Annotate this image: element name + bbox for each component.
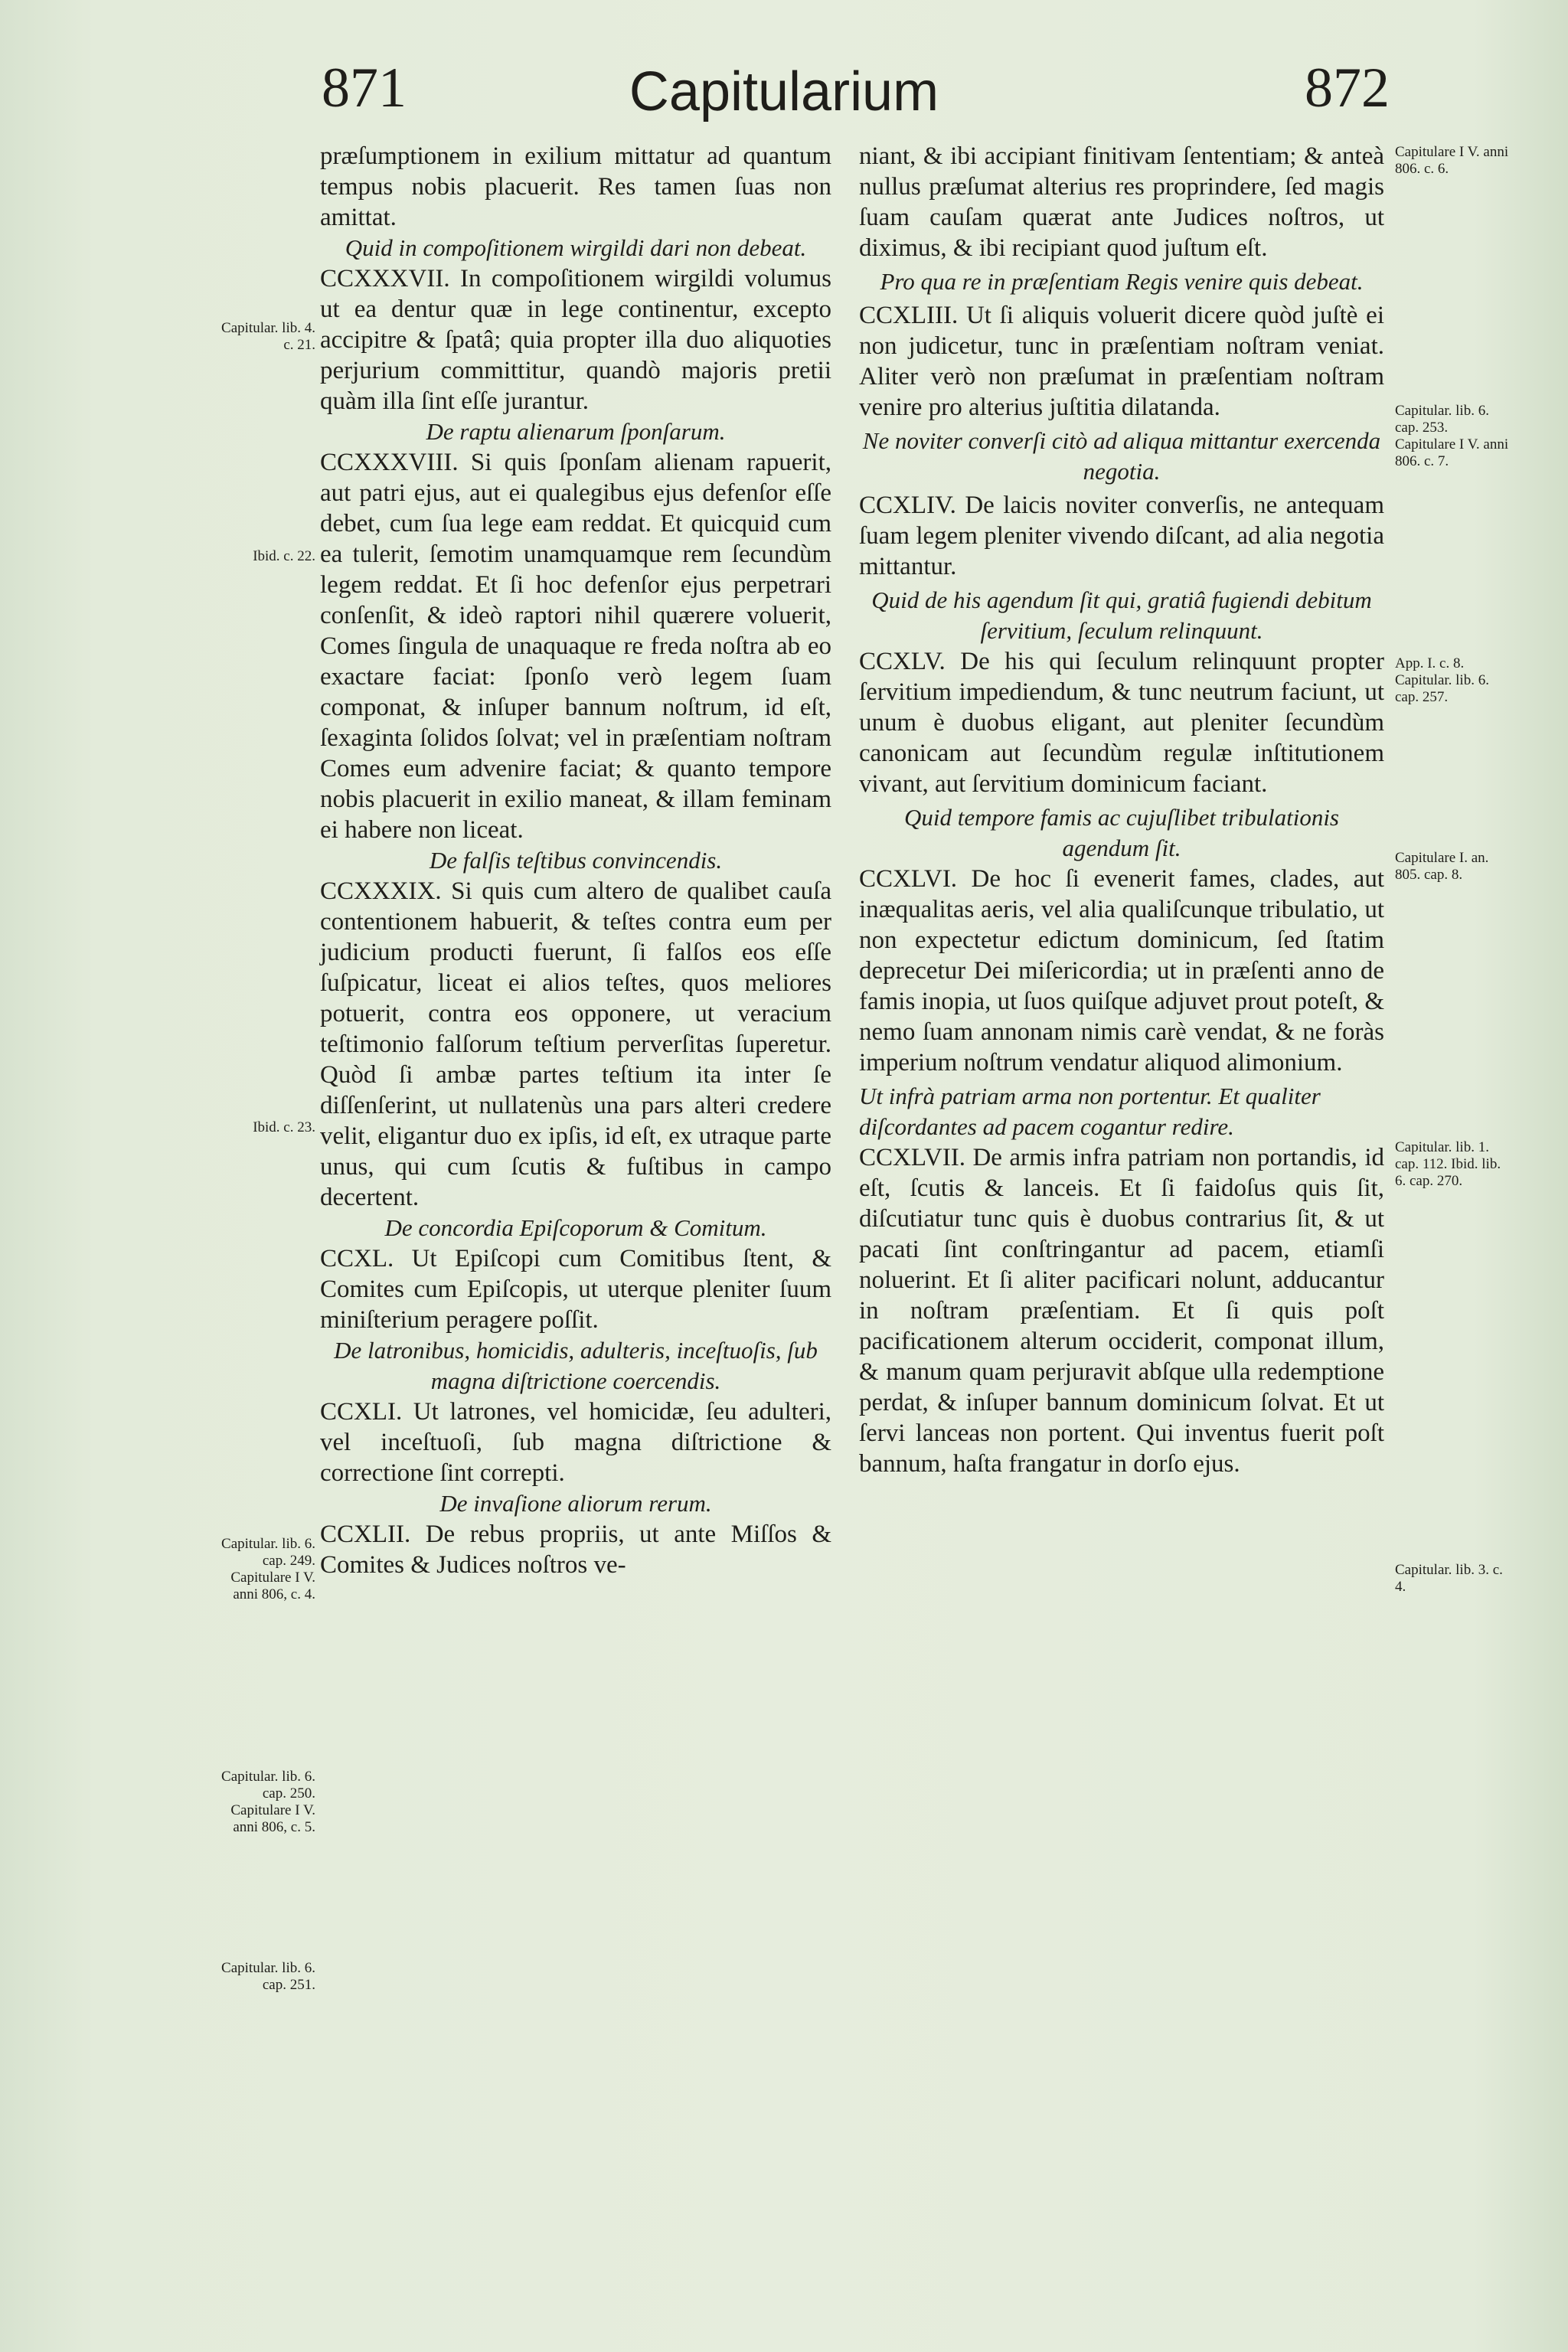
margin-note: Capitular. lib. 6. cap. 251.: [221, 1960, 315, 1993]
paragraph-intro: præſumptionem in exilium mittatur ad quantum tempus nobis placuerit. Res tamen ſuas non amittat.: [320, 142, 831, 231]
section-heading: De raptu alienarum ſponſarum.: [426, 418, 726, 445]
margin-note: Capitular. lib. 3. c. 4.: [1395, 1562, 1503, 1595]
section-heading: Quid tempore famis ac cujuſlibet tribulationis agendum ſit.: [903, 804, 1339, 861]
section-heading: Pro qua re in præſentiam Regis venire quis debeat.: [880, 268, 1364, 295]
section-heading: Quid in compoſitionem wirgildi dari non debeat.: [345, 234, 807, 261]
margin-note: App. I. c. 8. Capitular. lib. 6. cap. 257.: [1395, 655, 1489, 705]
section-heading: De latronibus, homicidis, adulteris, inceſtuoſis, ſub magna diſtrictione coercendis.: [334, 1337, 818, 1394]
paragraph-continued: niant, & ibi accipiant finitivam ſententiam; & anteà nullus præſumat alterius res proprindere, ſed magis ſuam cauſam quærat ante Judices noſtros, ut diximus, & ibi recipiant quod juſtum eſt.: [859, 142, 1384, 262]
margin-note: Capitular. lib. 6. cap. 250. Capitulare I V. anni 806, c. 5.: [221, 1769, 315, 1835]
margin-note: Capitular. lib. 4. c. 21.: [221, 320, 315, 353]
chapter-246: CCXLVI. De hoc ſi evenerit fames, clades, aut inæqualitas aeris, vel alia qualiſcunque tribulatio, ut non expectetur edictum dominicum, ſed ſtatim deprecetur Dei miſericordia; ut in præſenti anno de famis inopia, ut ſuos quiſque adjuvet prout poteſt, & nemo ſuam annonam nimis carè vendat, & ne foràs imperium noſtrum vendatur aliquod alimonium.: [859, 865, 1384, 1076]
chapter-240: CCXL. Ut Epiſcopi cum Comitibus ſtent, & Comites cum Epiſcopis, ut uterque pleniter ſuum miniſterium peragere poſſit.: [320, 1245, 831, 1334]
chapter-243: CCXLIII. Ut ſi aliquis voluerit dicere quòd juſtè ei non judicetur, tunc in præſentiam noſtram veniat. Aliter verò non præſumat in præſentiam noſtram venire pro alterius juſtitia dilatanda.: [859, 302, 1384, 421]
section-heading: De falſis teſtibus convincendis.: [429, 847, 723, 874]
margin-note: Capitulare I V. anni 806. c. 6.: [1395, 144, 1509, 177]
margin-note: Capitular. lib. 6. cap. 249. Capitulare I V. anni 806, c. 4.: [221, 1536, 315, 1602]
chapter-242: CCXLII. De rebus propriis, ut ante Miſſos & Comites & Judices noſtros ve-: [320, 1521, 831, 1579]
chapter-238: CCXXXVIII. Si quis ſponſam alienam rapuerit, aut patri ejus, aut ei qualegibus ejus defenſor eſſe debet, cum ſua lege eam reddat. Et quicquid cum ea tulerit, ſemotim unamquamque rem ſecundùm legem reddat. Et ſi hoc defenſor ejus perpetrari conſenſit, & ideò raptori nihil quærere voluerit, Comes ſingula de unaquaque re freda noſtra ab eo exactare faciat: ſponſo verò legem ſuam componat, & inſuper bannum noſtrum, id eſt, ſexaginta ſolidos ſolvat; vel in præſentiam noſtram Comes eum advenire faciat; & quanto tempore nobis placuerit in exilio maneat, & illam feminam ei habere non liceat.: [320, 449, 831, 844]
page-number-left: 871: [322, 57, 407, 119]
section-heading: De concordia Epiſcoporum & Comitum.: [384, 1214, 767, 1241]
margin-note: Capitulare I. an. 805. cap. 8.: [1395, 850, 1489, 883]
chapter-237: CCXXXVII. In compoſitionem wirgildi volumus ut ea dentur quæ in lege continentur, excepto accipitre & ſpatâ; quia propter illa duo aliquoties perjurium committitur, quandò majoris pretii quàm illa ſint eſſe jurantur.: [320, 265, 831, 415]
margin-note: Capitular. lib. 1. cap. 112. Ibid. lib. 6. cap. 270.: [1395, 1139, 1501, 1189]
chapter-244: CCXLIV. De laicis noviter converſis, ne antequam ſuam legem pleniter vivendo diſcant, ad alia negotia mittantur.: [859, 492, 1384, 580]
chapter-247: CCXLVII. De armis infra patriam non portandis, id eſt, ſcutis & lanceis. Et ſi faidoſus quis ſit, diſcutiatur tunc quis è duobus contrarius ſit, & ut pacati ſint conſtringantur ad pacem, etiamſi noluerint. Et ſi aliter pacificari nolunt, adducantur in noſtram præſentiam. Et ſi quis poſt pacificationem alterum occiderit, componat illum, & manum quam perjuravit abſque ulla redemptione perdat, & inſuper bannum dominicum ſolvat. Et ut ſervi lanceas non portent. Qui inventus fuerit poſt bannum, haſta frangatur in dorſo ejus.: [859, 1144, 1384, 1478]
section-heading: Quid de his agendum ſit qui, gratiâ fugiendi debitum ſervitium, ſeculum relinquunt.: [871, 586, 1372, 644]
chapter-241: CCXLI. Ut latrones, vel homicidæ, ſeu adulteri, vel inceſtuoſi, ſub magna diſtrictione & correctione ſint correpti.: [320, 1398, 831, 1487]
section-heading: Ne noviter converſi citò ad aliqua mittantur exercenda negotia.: [862, 427, 1381, 485]
margin-note: Ibid. c. 22.: [253, 548, 315, 564]
chapter-239: CCXXXIX. Si quis cum altero de qualibet cauſa contentionem habuerit, & teſtes contra eum per judicium producti fuerunt, ſi falſos eos eſſe ſuſpicatur, liceat ei alios teſtes, quos meliores potuerit, contra eos opponere, ut veracium teſtimonio falſorum teſtium perverſitas ſuperetur. Quòd ſi ambæ partes teſtium ita inter ſe diſſenſerint, ut nullatenùs una pars alteri credere velit, eligantur duo ex ipſis, id eſt, ex utraque parte unus, qui cum ſcutis & fuſtibus in campo decertent.: [320, 877, 831, 1211]
left-column: [320, 141, 831, 1580]
section-heading: Ut infrà patriam arma non portentur. Et qualiter diſcordantes ad pacem cogantur redire.: [859, 1083, 1321, 1140]
margin-note: Ibid. c. 23.: [253, 1119, 315, 1135]
page-number-right: 872: [1305, 57, 1390, 119]
section-heading: De invaſione aliorum rerum.: [439, 1490, 712, 1517]
right-column: [859, 141, 1384, 1479]
running-title: Capitularium: [629, 61, 939, 122]
margin-note: Capitular. lib. 6. cap. 253. Capitulare I V. anni 806. c. 7.: [1395, 403, 1509, 469]
chapter-245: CCXLV. De his qui ſeculum relinquunt propter ſervitium impediendum, & tunc neutrum faciunt, ut unum è duobus eligant, aut pleniter ſecundùm canonicam aut ſecundùm regulæ inſtitutionem vivant, aut ſervitium dominicum faciant.: [859, 648, 1384, 798]
